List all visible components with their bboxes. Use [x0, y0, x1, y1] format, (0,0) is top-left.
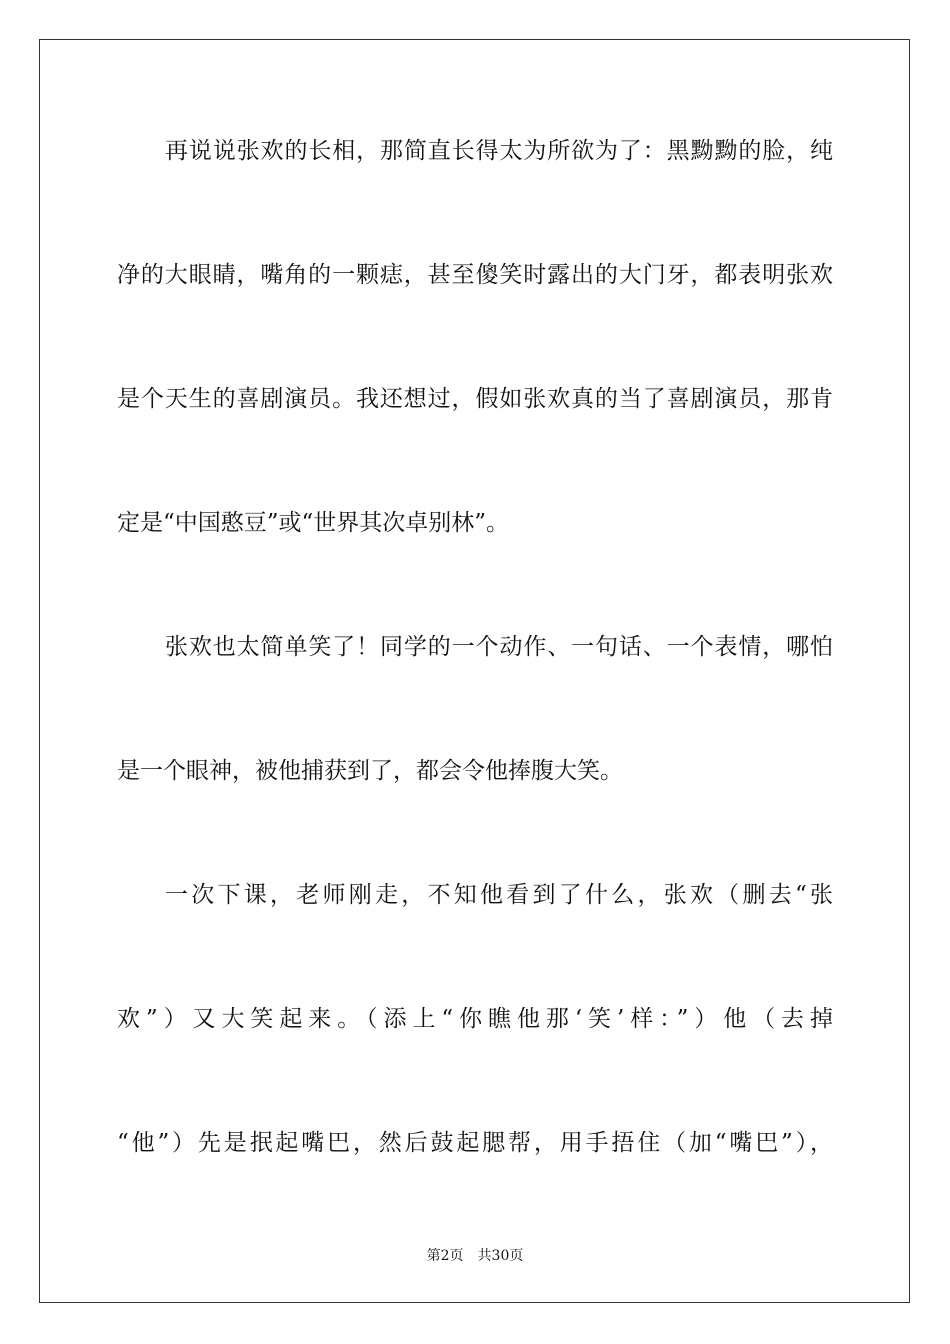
- text-line-5: 张欢也太简单笑了！同学的一个动作、一句话、一个表情，哪怕: [165, 634, 833, 660]
- page-frame: [39, 39, 910, 1303]
- text-line-2: 净的大眼睛，嘴角的一颗痣，甚至傻笑时露出的大门牙，都表明张欢: [117, 262, 833, 288]
- text-line-3: 是个天生的喜剧演员。我还想过，假如张欢真的当了喜剧演员，那肯: [117, 386, 833, 412]
- text-line-9: “他”）先是抿起嘴巴，然后鼓起腮帮，用手捂住（加“嘴巴”），: [117, 1130, 833, 1156]
- text-line-4: 定是“中国憨豆”或“世界其次卓别林”。: [117, 510, 510, 536]
- text-line-7: 一次下课，老师刚走，不知他看到了什么，张欢（删去“张: [165, 882, 833, 908]
- text-line-1: 再说说张欢的长相，那简直长得太为所欲为了：黑黝黝的脸，纯: [165, 138, 833, 164]
- page-number: 第2页: [426, 1248, 464, 1264]
- page-footer: [0, 1246, 950, 1266]
- text-line-8: 欢”）又大笑起来。（添上“你瞧他那‘笑’样：”）他（去掉: [117, 1006, 833, 1032]
- page-total: 共30页: [477, 1248, 524, 1264]
- text-line-6: 是一个眼神，被他捕获到了，都会令他捧腹大笑。: [117, 758, 623, 784]
